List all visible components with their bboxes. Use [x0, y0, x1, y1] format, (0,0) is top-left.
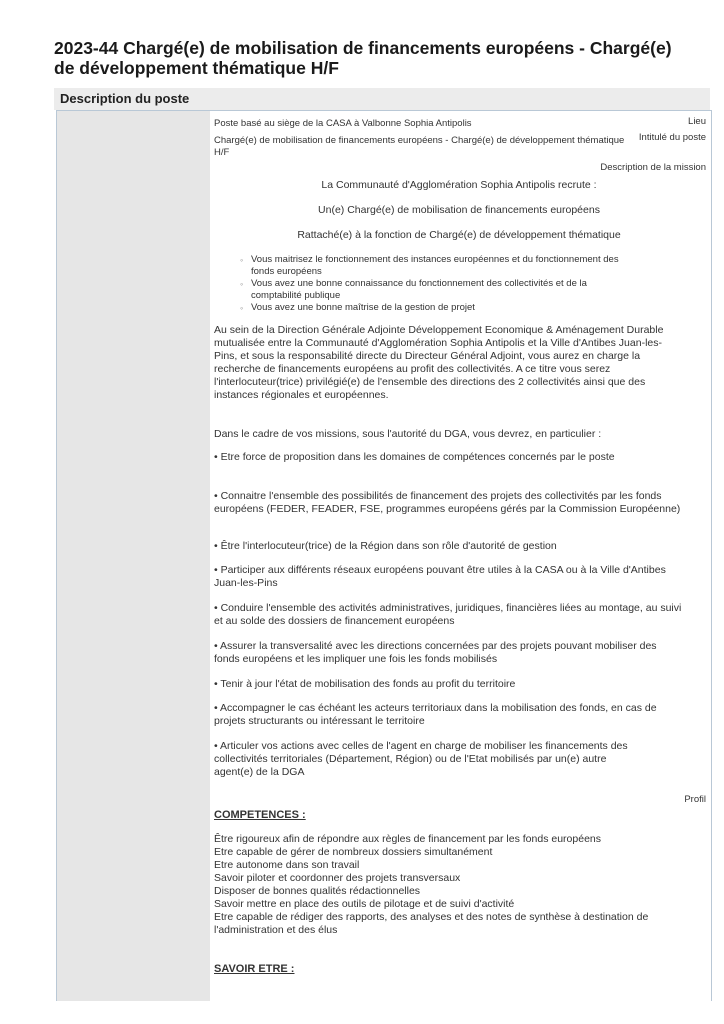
page-title: 2023-44 Chargé(e) de mobilisation de financements européens - Chargé(e) de développement thématique H/F	[54, 38, 672, 78]
field-label-lieu: Lieu	[688, 116, 706, 127]
competence-item: Etre capable de gérer de nombreux dossiers simultanément	[214, 846, 493, 858]
competence-item: Disposer de bonnes qualités rédactionnelles	[214, 885, 421, 897]
requirement-item: ◦ Vous maitrisez le fonctionnement des instances européennes et du fonctionnement des fonds européens	[240, 254, 630, 278]
tasks-intro: Dans le cadre de vos missions, sous l'autorité du DGA, vous devrez, en particulier :	[214, 428, 602, 440]
competence-item: Savoir piloter et coordonner des projets transversaux	[214, 872, 461, 884]
requirement-item: ◦ Vous avez une bonne connaissance du fonctionnement des collectivités et de la comptabilité publique	[240, 278, 630, 302]
mission-heading-1: La Communauté d'Agglomération Sophia Antipolis recrute :	[321, 179, 597, 191]
field-label-profil: Profil	[684, 794, 706, 805]
field-value-intitule: Chargé(e) de mobilisation de financements européens - Chargé(e) de développement thématique H/F	[214, 135, 625, 158]
requirement-item: ◦ Vous avez une bonne maîtrise de la gestion de projet	[240, 302, 630, 314]
mission-heading-3: Rattaché(e) à la fonction de Chargé(e) de développement thématique	[297, 229, 621, 241]
competence-item: Être rigoureux afin de répondre aux règles de financement par les fonds européens	[214, 833, 601, 845]
competences-list	[214, 833, 654, 937]
task-item: • Tenir à jour l'état de mobilisation des fonds au profit du territoire	[214, 678, 516, 690]
competence-item: Etre autonome dans son travail	[214, 859, 360, 871]
task-item: • Etre force de proposition dans les domaines de compétences concernés par le poste	[214, 451, 615, 463]
field-value-lieu: Poste basé au siège de la CASA à Valbonne Sophia Antipolis	[214, 118, 472, 129]
field-label-mission: Description de la mission	[600, 162, 706, 173]
requirements-list	[240, 254, 630, 314]
task-item: • Être l'interlocuteur(trice) de la Région dans son rôle d'autorité de gestion	[214, 540, 557, 552]
task-item: • Conduire l'ensemble des activités administratives, juridiques, financières liées au montage, au suivi et au solde des dossiers de financement européens	[214, 602, 682, 627]
task-item: • Accompagner le cas échéant les acteurs territoriaux dans la mobilisation des fonds, en cas de projets structurants ou intéressant le territoire	[214, 702, 657, 727]
labels-column	[57, 111, 210, 1001]
field-label-intitule: Intitulé du poste	[638, 132, 706, 143]
task-item: • Assurer la transversalité avec les directions concernées par des projets pouvant mobiliser des fonds européens et les impliquer une fois les fonds mobilisés	[214, 640, 657, 665]
competences-heading: COMPETENCES :	[214, 809, 306, 821]
competence-item: Etre capable de rédiger des rapports, des analyses et des notes de synthèse à destination de l'administration et des élus	[214, 911, 649, 936]
task-item: • Connaitre l'ensemble des possibilités de financement des projets des collectivités par les fonds européens (FEDER, FEADER, FSE, programmes européens gérés par la Commission Européenne)	[214, 490, 681, 515]
mission-intro: Au sein de la Direction Générale Adjointe Développement Economique & Aménagement Durable mutualisée entre la Communauté d'Agglomération Sophia Antipolis et la Ville d'Antibes Juan-les-Pins, et sous la responsabilité directe du Directeur Général Adjoint, vous aurez en charge la recherche de financements européens au profit des collectivités. A ce titre vous serez l'interlocuteur(trice) privilégié(e) de l'ensemble des directions des 2 collectivités ainsi que des instances régionales et européennes.	[214, 324, 664, 401]
job-description-table	[56, 110, 712, 1001]
task-item: • Participer aux différents réseaux européens pouvant être utiles à la CASA ou à la Ville d'Antibes Juan-les-Pins	[214, 564, 666, 589]
savoir-etre-heading: SAVOIR ETRE :	[214, 963, 295, 975]
mission-heading-2: Un(e) Chargé(e) de mobilisation de financements européens	[318, 204, 600, 216]
section-header: Description du poste	[54, 88, 710, 110]
task-item: • Articuler vos actions avec celles de l'agent en charge de mobiliser les financements des collectivités territoriales (Département, Région) ou de l'Etat mobilisés par un(e) autre agent(e) de la DGA	[214, 740, 628, 778]
competence-item: Savoir mettre en place des outils de pilotage et de suivi d'activité	[214, 898, 515, 910]
